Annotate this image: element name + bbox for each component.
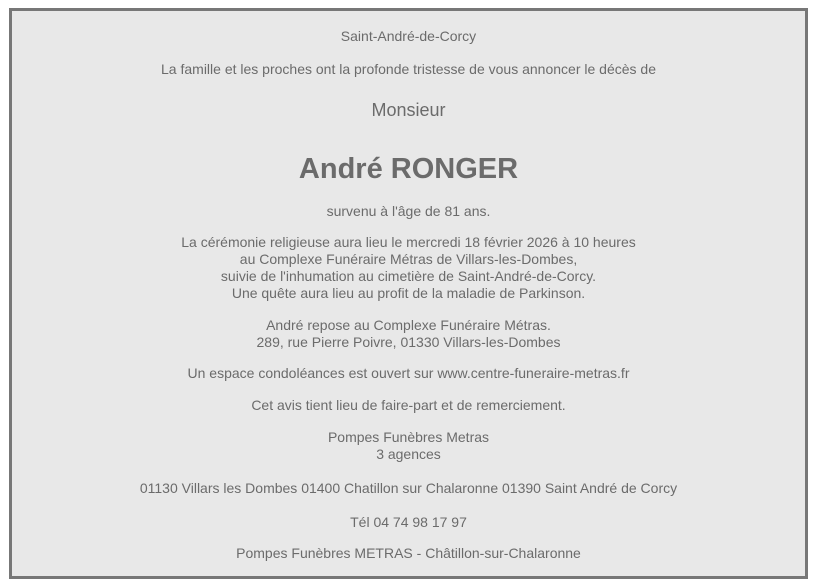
rest-place-line: André repose au Complexe Funéraire Métras.	[266, 317, 551, 333]
ceremony-line: La cérémonie religieuse aura lieu le mercredi 18 février 2026 à 10 heures	[181, 234, 636, 250]
civility-line: Monsieur	[371, 100, 446, 120]
rest-place-block	[12, 317, 805, 351]
footer-line: Pompes Funèbres METRAS - Châtillon-sur-Chalaronne	[236, 545, 581, 561]
ceremony-line: au Complexe Funéraire Métras de Villars-les-Dombes,	[239, 251, 578, 267]
ceremony-block	[12, 234, 805, 302]
notice-line: Cet avis tient lieu de faire-part et de remerciement.	[251, 397, 566, 413]
funeral-home-line: Pompes Funèbres Metras	[327, 429, 490, 445]
funeral-home-line: 3 agences	[376, 446, 441, 462]
rest-place-line: 289, rue Pierre Poivre, 01330 Villars-les-Dombes	[256, 334, 561, 350]
deceased-name: André RONGER	[298, 153, 519, 185]
condolences-line: Un espace condoléances est ouvert sur www.centre-funeraire-metras.fr	[187, 365, 630, 381]
phone-line: Tél 04 74 98 17 97	[350, 514, 467, 530]
ceremony-line: suivie de l'inhumation au cimetière de Saint-André-de-Corcy.	[220, 268, 597, 284]
agencies-line: 01130 Villars les Dombes 01400 Chatillon sur Chalaronne 01390 Saint André de Corcy	[139, 480, 678, 496]
age-line: survenu à l'âge de 81 ans.	[326, 203, 491, 219]
location-line: Saint-André-de-Corcy	[340, 28, 477, 44]
ceremony-line: Une quête aura lieu au profit de la maladie de Parkinson.	[231, 285, 586, 301]
intro-line: La famille et les proches ont la profonde tristesse de vous annoncer le décès de	[161, 61, 656, 77]
funeral-home-block	[12, 429, 805, 463]
death-notice-card	[9, 8, 808, 579]
